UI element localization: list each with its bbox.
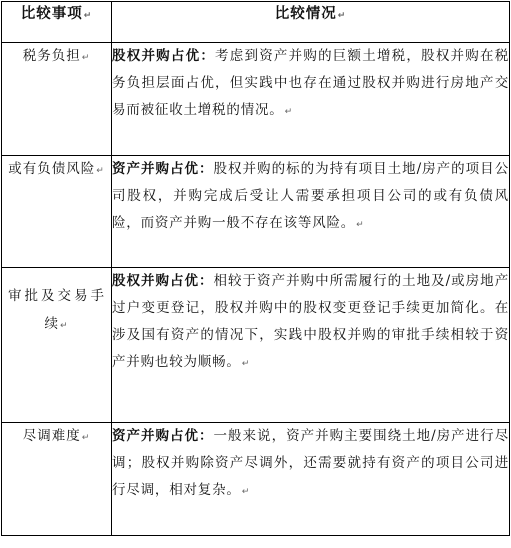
detail-cell xyxy=(112,43,510,156)
header-item-label: 比较事项 xyxy=(20,5,83,22)
detail-cell xyxy=(112,268,510,423)
detail-cell xyxy=(112,156,510,268)
return-mark: ↵ xyxy=(83,11,93,21)
item-cell xyxy=(2,43,112,156)
header-cell-item xyxy=(2,2,112,43)
header-cell-detail xyxy=(112,2,510,43)
advantage-lead: 资产并购占优： xyxy=(112,161,214,177)
header-row xyxy=(2,2,510,43)
item-label: 尽调难度 xyxy=(22,428,81,444)
advantage-lead: 资产并购占优： xyxy=(112,428,214,444)
detail-text: 相较于资产并购中所需履行的土地及/或房地产过户变更登记，股权并购中的股权变更登记手续更加简化。在涉及国有资产的情况下，实践中股权并购的审批手续相较于资产并购也较为顺畅。 xyxy=(112,273,509,370)
item-cell xyxy=(2,423,112,536)
detail-text: 股权并购的标的为持有项目土地/房产的项目公司股权，并购完成后受让人需要承担项目公司的或有负债风险，而资产并购一般不存在该等风险。 xyxy=(112,161,509,231)
detail-cell xyxy=(112,423,510,536)
item-label: 或有负债风险 xyxy=(8,161,96,177)
advantage-lead: 股权并购占优： xyxy=(112,48,216,64)
return-mark: ↵ xyxy=(241,487,251,497)
return-mark: ↵ xyxy=(81,433,91,443)
item-cell xyxy=(2,156,112,268)
item-label: 审批及交易手续 xyxy=(8,288,105,332)
table-row xyxy=(2,43,510,156)
table-row xyxy=(2,156,510,268)
detail-text: 考虑到资产并购的巨额土增税，股权并购在税务负担层面占优，但实践中也存在通过股权并购进行房地产交易而被征收土增税的情况。 xyxy=(112,48,510,118)
return-mark: ↵ xyxy=(356,220,365,230)
detail-text: 一般来说，资产并购主要围绕土地/房产进行尽调；股权并购除资产尽调外，还需要就持有资产的项目公司进行尽调，相对复杂。 xyxy=(112,428,509,498)
return-mark: ↵ xyxy=(59,321,69,331)
return-mark: ↵ xyxy=(241,359,251,369)
return-mark: ↵ xyxy=(284,107,293,117)
item-label: 税务负担 xyxy=(22,48,81,64)
return-mark: ↵ xyxy=(81,53,91,63)
header-detail-label: 比较情况 xyxy=(274,5,337,22)
return-mark: ↵ xyxy=(96,166,105,176)
table-row xyxy=(2,268,510,423)
return-mark: ↵ xyxy=(337,11,347,21)
table-row xyxy=(2,423,510,536)
item-cell xyxy=(2,268,112,423)
comparison-table xyxy=(1,1,510,536)
advantage-lead: 股权并购占优： xyxy=(112,273,214,289)
